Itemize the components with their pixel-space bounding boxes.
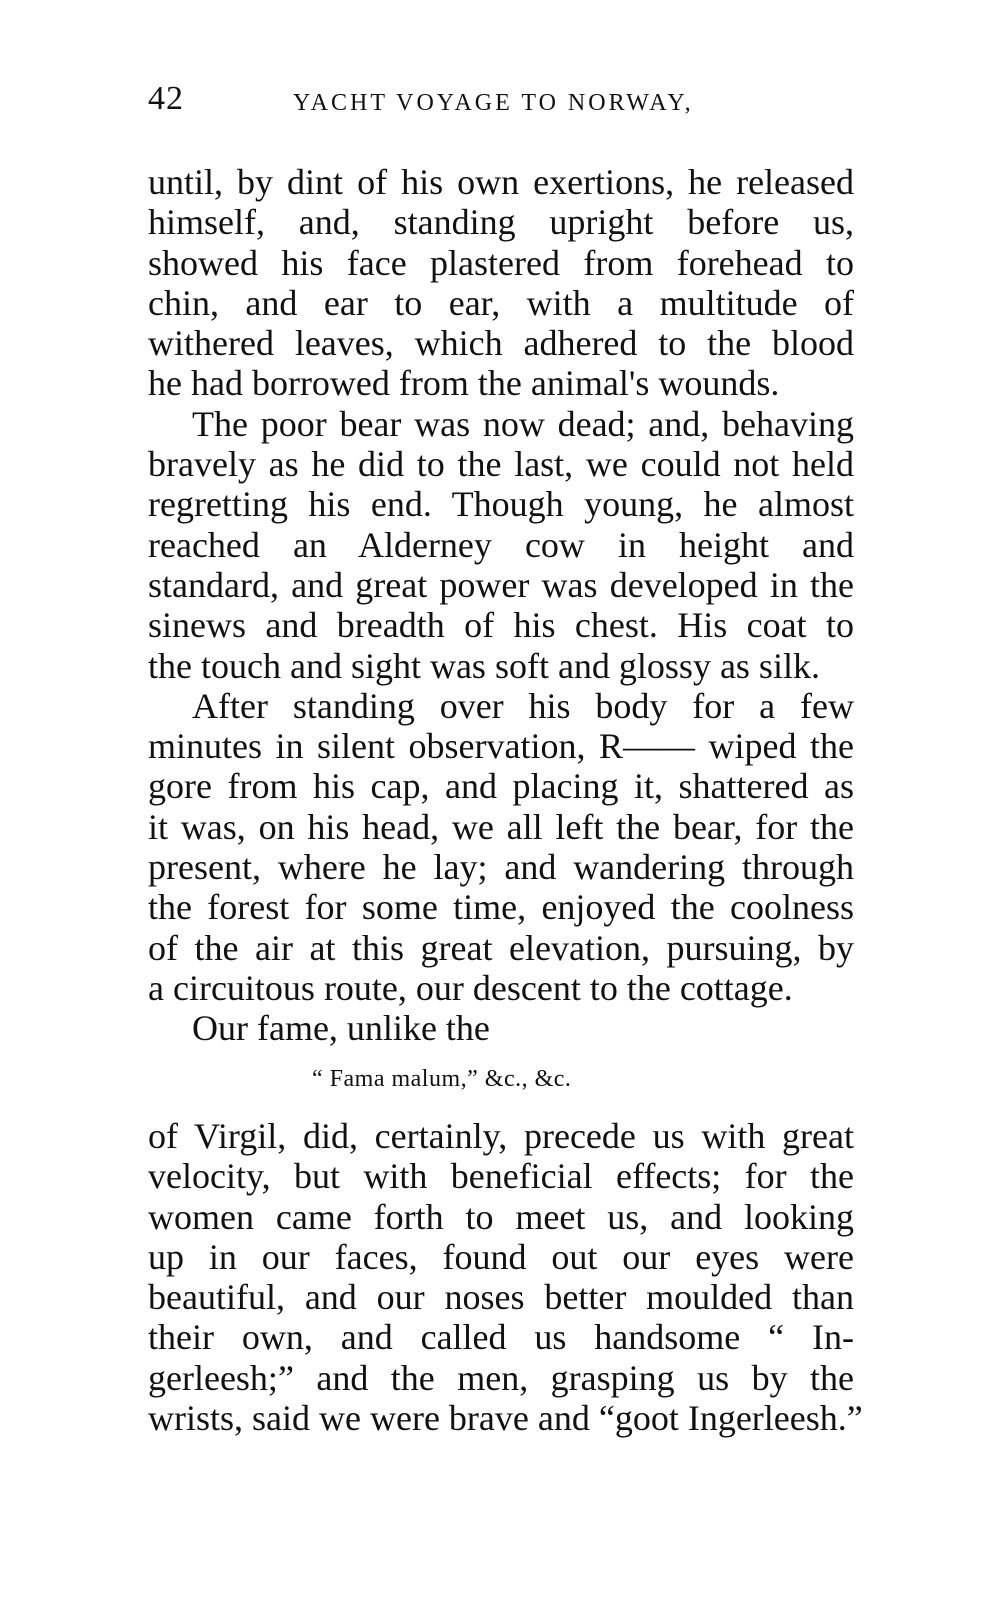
text-line: it was, on his head, we all left the bear, for the	[148, 806, 854, 847]
text-line: gore from his cap, and placing it, shattered as	[148, 766, 854, 807]
text-line: sinews and breadth of his chest. His coat to	[148, 605, 854, 646]
text-line: regretting his end. Though young, he almost	[148, 484, 854, 525]
text-line: bravely as he did to the last, we could not held	[148, 444, 854, 485]
text-line: withered leaves, which adhered to the blood	[148, 323, 854, 364]
text-line: minutes in silent observation, R—— wiped the	[148, 726, 854, 767]
page-number: 42	[148, 80, 184, 117]
text-line: reached an Alderney cow in height and	[148, 524, 854, 565]
text-line: showed his face plastered from forehead to	[148, 242, 854, 283]
text-line: velocity, but with beneficial effects; for the	[148, 1156, 854, 1197]
text-line: gerleesh;” and the men, grasping us by the	[148, 1357, 854, 1398]
text-line: until, by dint of his own exertions, he released	[148, 162, 854, 202]
running-title: YACHT VOYAGE TO NORWAY,	[293, 90, 694, 116]
text-block-after-quote	[148, 1116, 863, 1439]
text-line: up in our faces, found out our eyes were	[148, 1236, 854, 1277]
text-line: wrists, said we were brave and “goot Ingerleesh.”	[148, 1398, 863, 1439]
text-line: Our fame, unlike the	[192, 1008, 490, 1049]
text-line: After standing over his body for a few	[192, 685, 854, 726]
text-line: of the air at this great elevation, pursuing, by	[148, 927, 854, 968]
text-line: their own, and called us handsome “ In-	[148, 1317, 854, 1358]
text-line: chin, and ear to ear, with a multitude of	[148, 282, 854, 323]
text-line: The poor bear was now dead; and, behaving	[192, 403, 854, 444]
text-line: a circuitous route, our descent to the cottage.	[148, 967, 793, 1008]
text-block-before-quote	[148, 162, 854, 1049]
text-line: present, where he lay; and wandering through	[148, 847, 854, 888]
text-line: standard, and great power was developed in the	[148, 564, 854, 605]
text-line: women came forth to meet us, and looking	[148, 1196, 854, 1237]
text-line: the touch and sight was soft and glossy as silk.	[148, 645, 820, 686]
latin-quotation: “ Fama malum,” &c., &c.	[312, 1066, 572, 1092]
text-line: of Virgil, did, certainly, precede us with great	[148, 1116, 854, 1156]
text-line: himself, and, standing upright before us,	[148, 202, 854, 243]
text-line: he had borrowed from the animal's wounds.	[148, 363, 780, 404]
text-line: the forest for some time, enjoyed the coolness	[148, 887, 854, 928]
page-header	[148, 80, 854, 130]
text-line: beautiful, and our noses better moulded than	[148, 1277, 854, 1318]
